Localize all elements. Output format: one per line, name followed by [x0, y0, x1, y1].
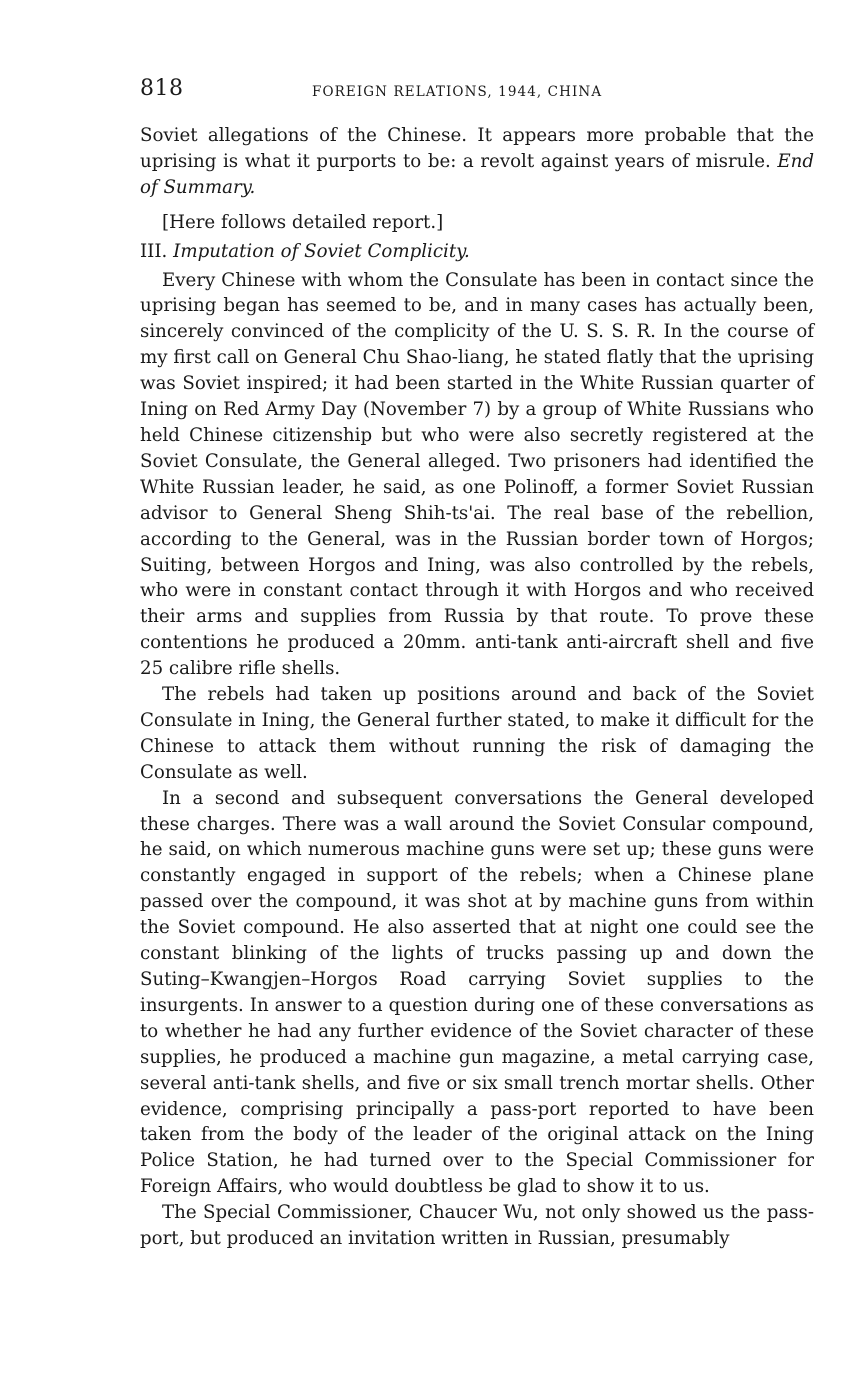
running-title: FOREIGN RELATIONS, 1944, CHINA — [312, 84, 603, 100]
document-page — [140, 76, 814, 1252]
end-of-summary: End of Summary. — [140, 150, 814, 198]
paragraph-rebel-positions: The rebels had taken up positions around and back of the Soviet Consulate in Ining, the General further stated, to make it difficult for the Chinese to attack them without running the risk of damaging the Consulate as well. — [140, 684, 814, 783]
section-title: Imputation of Soviet Complicity. — [173, 240, 470, 262]
section-numeral: III. — [140, 240, 168, 262]
paragraph-special-commissioner: The Special Commissioner, Chaucer Wu, not only showed us the pass-port, but produced an invitation written in Russian, presumably — [140, 1202, 814, 1250]
page-number: 818 — [140, 76, 184, 101]
intro-paragraph — [140, 123, 814, 201]
paragraph-soviet-complicity: Every Chinese with whom the Consulate has been in contact since the uprising began has seemed to be, and in many cases has actually been, sincerely convinced of the complicity of the U. S. S. R. In the course of my first call on General Chu Shao-liang, he stated flatly that the uprising was Soviet inspired; it had been started in the White Russian quarter of Ining on Red Army Day (November 7) by a group of White Russians who held Chinese citizenship but who were also secretly registered at the Soviet Consulate, the General alleged. Two prisoners had identified the White Russian leader, he said, as one Polinoff, a former Soviet Russian advisor to General Sheng Shih-ts'ai. The real base of the rebellion, according to the General, was in the Russian border town of Horgos; Suiting, between Horgos and Ining, was also controlled by the rebels, who were in constant contact through it with Horgos and who received their arms and supplies from Russia by that route. To prove these contentions he produced a 20mm. anti-tank anti-aircraft shell and five 25 calibre rifle shells. — [140, 269, 814, 680]
bracket-note: [Here follows detailed report.] — [162, 211, 444, 233]
section-heading — [140, 239, 814, 265]
intro-continuation: Soviet allegations of the Chinese. It appears more probable that the uprising is what it purports to be: a revolt against years of misrule. — [140, 125, 814, 172]
running-head — [140, 76, 814, 110]
body-text — [140, 123, 814, 1252]
paragraph-subsequent-conversations: In a second and subsequent conversations the General developed these charges. There was a wall around the Soviet Consular compound, he said, on which numerous machine guns were set up; these guns were constantly engaged in support of the rebels; when a Chinese plane passed over the compound, it was shot at by machine guns from within the Soviet compound. He also asserted that at night one could see the constant blinking of the lights of trucks passing up and down the Suting–Kwangjen–Horgos Road carrying Soviet supplies to the insurgents. In answer to a question during one of these conversations as to whether he had any further evidence of the Soviet character of these supplies, he produced a machine gun magazine, a metal carrying case, several anti-tank shells, and five or six small trench mortar shells. Other evidence, comprising principally a pass-port reported to have been taken from the body of the leader of the original attack on the Ining Police Station, he had turned over to the Special Commissioner for Foreign Affairs, who would doubtless be glad to show it to us. — [140, 787, 814, 1198]
